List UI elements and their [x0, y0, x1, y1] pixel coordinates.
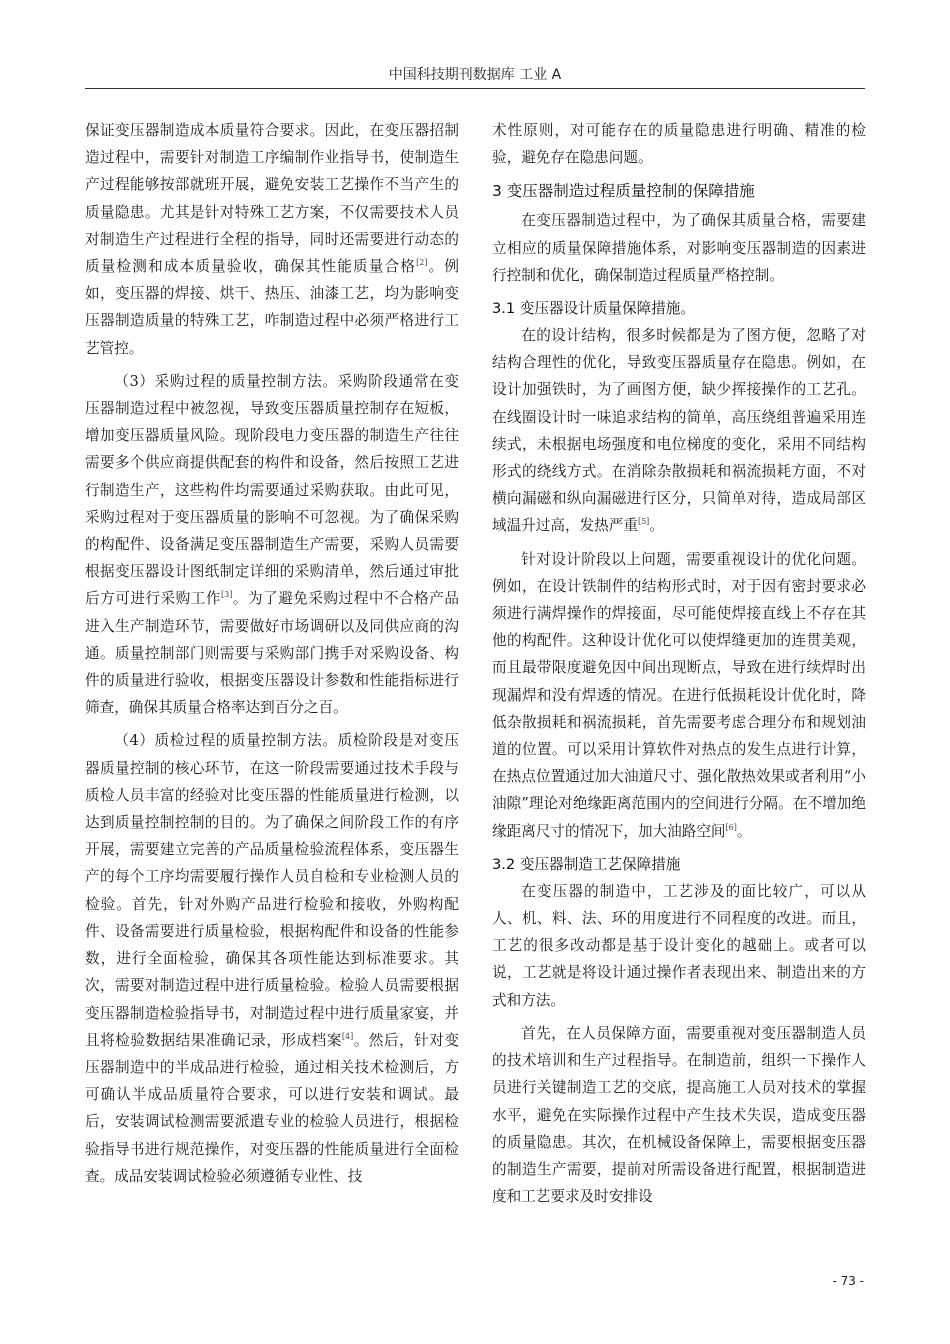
paragraph — [492, 546, 866, 845]
left-column — [85, 117, 459, 1196]
page-number: - 73 - — [832, 1274, 864, 1288]
paragraph: 在变压器的制造中，工艺涉及的面比较广，可以从人、机、料、法、环的用度进行不同程度的改进。而且，工艺的很多改动都是基于设计变化的越础上。或者可以说，工艺就是将设计通过操作者表现出来、制造出来的方式和方法。 — [492, 882, 866, 1009]
paragraph — [85, 117, 459, 362]
citation-ref: [3] — [221, 590, 233, 600]
paragraph — [85, 727, 459, 1189]
paragraph — [85, 368, 459, 722]
citation-ref: [2] — [416, 258, 428, 268]
paragraph: 术性原则，对可能存在的质量隐患进行明确、精准的检验，避免存在隐患问题。 — [492, 122, 866, 167]
paragraph-text: 。例如，变压器的焊接、烘干、热压、油漆工艺，均为影响变压器制造质量的特殊工艺，咋制造过程中必须严格进行工艺管控。 — [85, 258, 459, 357]
citation-ref: [4] — [341, 1031, 354, 1041]
paragraph: 首先，在人员保障方面，需要重视对变压器制造人员的技术培训和生产过程指导。在制造前，组织一下操作人员进行关键制造工艺的交底，提高施工人员对技术的掌握水平，避免在实际操作过程中产生技术失误，造成变压器的质量隐患。其次，在机械设备保障上，需要根据变压器的制造生产需要，提前对所需设备进行配置，根据制造进度和工艺要求及时安排设 — [492, 1024, 866, 1206]
header-rule — [85, 88, 865, 89]
paragraph-text: 。为了避免采购过程中不合格产品进入生产制造环节，需要做好市场调研以及同供应商的沟通。质量控制部门则需要与采购部门携手对采购设备、构件的质量进行验收，根据变压器设计参数和性能指标进行筛查，确保其质量合格率达到百分之百。 — [85, 590, 459, 717]
paragraph-text: 。 — [736, 822, 752, 840]
subsection-heading: 3.2 变压器制造工艺保障措施 — [492, 855, 681, 873]
paragraph-text: 。然后，针对变压器制造中的半成品进行检验，通过相关技术检测后，方可确认半成品质量符合要求，可以进行安装和调试。最后，安装调试检测需要派遣专业的检验人员进行，根据检验指导书进行规范操作，对变压器的性能质量进行全面检查。成品安装调试检验必须遵循专业性、技 — [85, 1031, 459, 1185]
paragraph-text: 。 — [649, 517, 664, 535]
paragraph: 在变压器制造过程中，为了确保其质量合格，需要建立相应的质量保障措施体系，对影响变压器制造的因素进行控制和优化，确保制造过程质量严格控制。 — [492, 212, 866, 284]
right-column — [492, 117, 866, 1216]
paragraph-text: 在的设计结构，很多时候都是为了图方便，忽略了对结构合理性的优化，导致变压器质量存在隐患。例如，在设计加强铁时，为了画图方便，缺少挥接操作的工艺孔。在线圈设计时一味追求结构的简单，高压绕组普遍采用连续式，未根据电场强度和电位梯度的变化，采用不同结构形式的绕线方式。在消除杂散损耗和祸流损耗方面，不对横向漏磁和纵向漏磁进行区分，只简单对待，造成局部区域温升过高，发热严重 — [492, 327, 866, 535]
paragraph-text: （3）采购过程的质量控制方法。采购阶段通常在变压器制造过程中被忽视，导致变压器质量控制存在短板，增加变压器质量风险。现阶段电力变压器的制造生产往往需要多个供应商提供配套的构件和设备，然后按照工艺进行制造生产，这些构件均需要通过采购获取。由此可见，采购过程对于变压器质量的影响不可忽视。为了确保采购的构配件、设备满足变压器制造生产需要，采购人员需要根据变压器设计图纸制定详细的采购清单，然后通过审批后方可进行采购工作 — [85, 372, 459, 608]
section-heading: 3 变压器制造过程质量控制的保障措施 — [492, 182, 755, 201]
citation-ref: [6] — [725, 822, 737, 832]
citation-ref: [5] — [637, 517, 650, 527]
subsection-heading: 3.1 变压器设计质量保障措施。 — [492, 300, 695, 318]
paragraph-text: （4）质检过程的质量控制方法。质检阶段是对变压器质量控制的核心环节，在这一阶段需要通过技术手段与质检人员丰富的经验对比变压器的性能质量进行检测，以达到质量控制控制的目的。为了确保之间阶段工作的有序开展，需要建立完善的产品质量检验流程体系，变压器生产的每个工序均需要履行操作人员自检和专业检测人员的检验。首先，针对外购产品进行检验和接收，外购构配件、设备需要进行质量检验，根据构配件和设备的性能参数，进行全面检验，确保其各项性能达到标准要求。其次，需要对制造过程中进行质量检验。检验人员需要根据变压器制造检验指导书，对制造过程中进行质量家宴，并且将检验数据结果准确记录，形成档案 — [85, 732, 459, 1049]
paragraph — [492, 322, 866, 540]
journal-header: 中国科技期刊数据库 工业 A — [388, 67, 562, 83]
paragraph-text: 针对设计阶段以上问题，需要重视设计的优化问题。例如，在设计铁制件的结构形式时，对于因有密封要求必须进行满焊操作的焊接面，尽可能使焊接直线上不存在其他的构配件。这种设计优化可以使焊缝更加的连贯美观，而且最带限度避免因中间出现断点，导致在进行续焊时出现漏焊和没有焊透的情况。在进行低损耗设计优化时，降低杂散损耗和祸流损耗，首先需要考虑合理分布和规划油道的位置。可以采用计算软件对热点的发生点进行计算，在热点位置通过加大油道尺寸、强化散热效果或者利用“小油隙”理论对绝缘距离范围内的空间进行分隔。在不增加绝缘距离尺寸的情况下，加大油路空间 — [492, 550, 866, 840]
paragraph-text: 保证变压器制造成本质量符合要求。因此，在变压器招制造过程中，需要针对制造工序编制作业指导书，使制造生产过程能够按部就班开展，避免安装工艺操作不当产生的质量隐患。尤其是针对特殊工艺方案，不仅需要技术人员对制造生产过程进行全程的指导，同时还需要进行动态的质量检测和成本质量验收，确保其性能质量合格 — [85, 122, 459, 276]
